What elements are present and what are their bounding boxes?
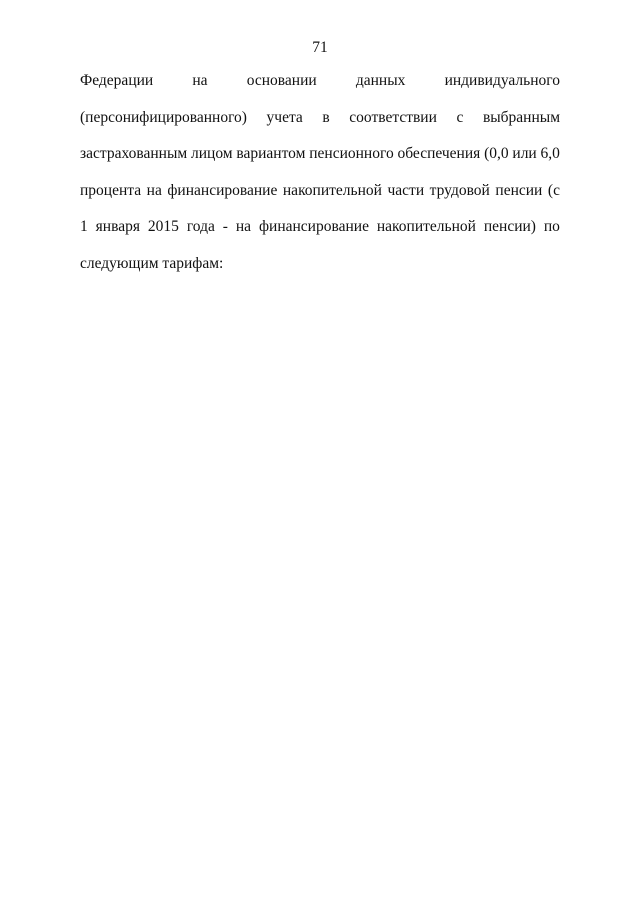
text-word: накопительной <box>282 181 382 199</box>
text-word: - <box>222 218 228 235</box>
page-number: 71 <box>312 39 328 56</box>
text-word: Федерации <box>80 72 154 89</box>
text-word: финансирование <box>167 181 278 199</box>
text-word: данных <box>355 72 406 89</box>
text-word: года <box>186 218 215 235</box>
text-word: финансирование <box>259 218 369 235</box>
text-word: индивидуального <box>444 72 560 89</box>
text-word: трудовой <box>429 181 490 199</box>
text-line <box>80 72 560 109</box>
text-word: пенсии) <box>483 218 536 235</box>
text-word: вариантом <box>236 145 306 162</box>
text-word: выбранным <box>482 108 560 126</box>
text-word: пенсионного <box>309 145 394 162</box>
text-word: части <box>387 181 425 199</box>
text-word: 6,0 <box>540 145 560 162</box>
text-word: (0,0 <box>484 145 509 162</box>
text-word: 1 <box>80 218 88 235</box>
text-word: 2015 <box>147 218 179 235</box>
text-word: обеспечения <box>397 145 481 162</box>
body-paragraph <box>80 72 560 291</box>
text-word: января <box>95 218 140 235</box>
text-word: с <box>456 108 464 126</box>
text-word: на <box>146 181 162 199</box>
text-line: следующим тарифам: <box>80 254 224 272</box>
text-word: (персонифицированного) <box>80 108 247 126</box>
text-word: процента <box>80 181 142 199</box>
text-word: накопительной <box>376 218 476 235</box>
text-word: учета <box>266 108 303 126</box>
text-line <box>80 109 560 146</box>
text-line <box>80 145 560 182</box>
text-word: основании <box>246 72 317 89</box>
text-word: (с <box>547 181 560 199</box>
text-word: соответствии <box>349 108 437 126</box>
text-line <box>80 182 560 219</box>
text-word: на <box>192 72 208 89</box>
text-word: на <box>235 218 252 235</box>
text-word: пенсии <box>495 181 543 199</box>
text-word: или <box>512 145 537 162</box>
text-word: застрахованным <box>80 145 188 162</box>
text-word: по <box>543 218 560 235</box>
text-word: в <box>322 108 330 126</box>
text-line <box>80 218 560 255</box>
text-word: лицом <box>191 145 233 162</box>
